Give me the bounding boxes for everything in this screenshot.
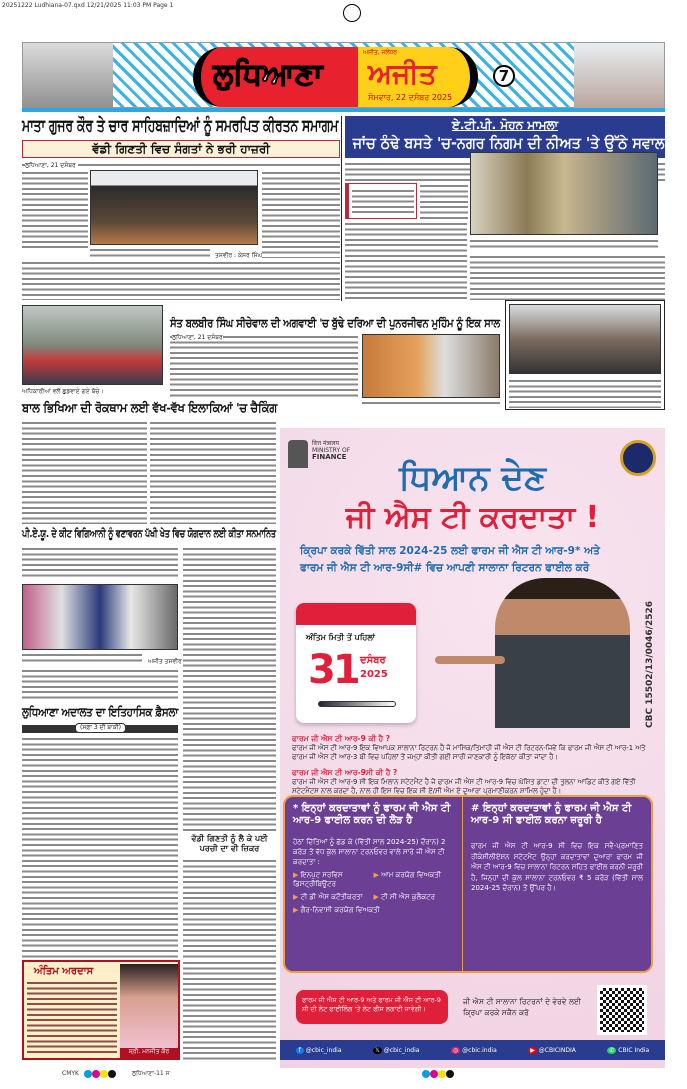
ad-title1: ਧਿਆਨ ਦੇਣ	[398, 458, 547, 498]
story2-kicker: ਏ.ਟੀ.ਪੀ. ਮੋਹਨ ਮਾਮਲਾ	[451, 118, 559, 132]
story5-headline: ਪੀ.ਏ.ਯੂ. ਦੇ ਕੀਟ ਵਿਗਿਆਨੀ ਨੂੰ ਵਣਾਵਰਨ ਪੱਖੀ ਖੇਤ ਵਿਚ ਯੋਗਦਾਨ ਲਈ ਕੀਤਾ ਸਨਮਾਨਿਤ	[22, 528, 276, 540]
calendar-graphic	[296, 603, 416, 723]
bullet-icon: ▶	[373, 871, 382, 879]
instagram-link[interactable]: ◎ @cbic.india	[452, 1046, 497, 1054]
faq-a1: ਫਾਰਮ ਜੀ ਐਸ ਟੀ ਆਰ-9 ਇਕ ਵਿਆਪਕ ਸਾਲਾਨਾ ਰਿਟਰਨ ਹੈ ਜੋ ਮਾਸਿਕ/ਤਿਮਾਹੀ ਜੀ ਐਸ ਟੀ ਰਿਟਰਨ-ਜਿਵੇਂ ਕਿ ਫਾਰਮ ਜੀ ਐਸ ਟੀ ਆਰ-1 ਅਤੇ ਫਾਰਮ ਜੀ ਐਸ ਟੀ ਆਰ-3 ਬੀ ਵਿਚ ਪਹਿਲਾਂ ਤੋਂ ਜਮ੍ਹਾਂ ਕੀਤੀ ਗਈ ਸਾਰੀ ਜਾਣਕਾਰੀ ਨੂੰ ਇਕੱਠਾ ਕੀਤਾ ਜਾਂਦਾ ਹੈ।	[292, 744, 646, 761]
seechewal-photo	[362, 334, 500, 398]
box1-item: ▶ ਗੈਰ-ਨਿਵਾਸੀ ਕਰਯੋਗ ਵਿਅਕਤੀ	[293, 906, 380, 914]
side-photo-box	[505, 300, 665, 410]
story3-dateline: ਲੁਧਿਆਣਾ, 21 ਦਸੰਬਰ	[172, 334, 223, 341]
scan-instruction: ਜੀ ਐਸ ਟੀ ਸਾਲਾਨਾ ਰਿਟਰਨਾਂ ਦੇ ਵੇਰਵੇ ਲਈ ਕ੍ਰਿਪਾ ਕਰਕੇ ਸਕੈਨ ਕਰੋ	[463, 997, 581, 1017]
gstr9-eligibility-box	[283, 795, 463, 973]
box1-item: ▶ ਟੀ ਸੀ ਐਸ ਕੁਲੈਕਟਰ	[373, 893, 435, 901]
calendar-day: 31	[308, 647, 358, 693]
masthead-brand: ਅਜੀਤ	[368, 57, 437, 90]
story2-headline: ਜਾਂਚ ਠੰਢੇ ਬਸਤੇ 'ਚ-ਨਗਰ ਨਿਗਮ ਦੀ ਨੀਅਤ 'ਤੇ ਉੱਠੇ ਸਵਾਲ	[352, 134, 665, 152]
bullet-icon: ▶	[293, 871, 301, 879]
whatsapp-link[interactable]: ✆ CBIC India	[609, 1046, 650, 1054]
story1-subhead: ਵੱਡੀ ਗਿਣਤੀ ਵਿਚ ਸੰਗਤਾਂ ਨੇ ਭਰੀ ਹਾਜ਼ਰੀ	[92, 142, 270, 156]
award-photo	[22, 584, 178, 650]
story5-photo-credit: ਅਜੀਤ ਤਸਵੀਰ	[148, 658, 182, 665]
shops-photo	[470, 152, 658, 235]
ministry-finance: FINANCE	[312, 453, 347, 461]
faq-q1: ਫਾਰਮ ਜੀ ਐਸ ਟੀ ਆਰ-9 ਕੀ ਹੈ ?	[292, 734, 391, 743]
obituary-name: ਸ਼੍ਰੀ. ਮਨਜੀਤ ਕੌਰ	[120, 1048, 178, 1058]
masthead-rule	[22, 108, 665, 112]
box1-title: * ਇਨ੍ਹਾਂ ਕਰਦਾਤਾਵਾਂ ਨੂੰ ਫਾਰਮ ਜੀ ਐਸ ਟੀ ਆਰ-9 ਫਾਈਲ ਕਰਨ ਦੀ ਲੋੜ ਹੈ	[293, 803, 451, 826]
print-slug: 20251222 Ludhiana-07.qxd 12/21/2025 11:03 PM Page 1	[2, 2, 174, 9]
story1-photo-credit: ਤਸਵੀਰ : ਕੇਸਰ ਸਿੰਘ	[215, 252, 263, 259]
facebook-link[interactable]: f @cbic_india	[296, 1047, 342, 1054]
statue-photo	[23, 43, 113, 109]
obituary-photo	[120, 964, 178, 1048]
story4-photo-caption: ਅਧਿਕਾਰੀਆਂ ਵਲੋਂ ਛੁਡਵਾਏ ਗਏ ਬੱਚੇ।	[22, 388, 104, 395]
children-photo	[22, 305, 163, 385]
bullet-icon: ▶	[293, 906, 301, 914]
bullet-icon: ▶	[293, 893, 301, 901]
social-bar	[280, 1040, 665, 1060]
masthead	[22, 42, 665, 108]
calendar-label: ਅੰਤਿਮ ਮਿਤੀ ਤੋਂ ਪਹਿਲਾਂ	[306, 633, 376, 642]
page-code: ਲੁਧਿਆਣਾ-11 ਸ	[132, 1070, 170, 1077]
calendar-month: ਦਸੰਬਰ	[360, 655, 386, 666]
youtube-icon: ▶	[530, 1046, 535, 1054]
masthead-tag: ਅਜੀਤ, ਜਲੰਧਰ	[363, 49, 398, 56]
story1-subhead-box	[22, 140, 340, 158]
color-bar	[22, 1070, 662, 1078]
masthead-city: ਲੁਧਿਆਣਾ	[213, 57, 323, 92]
gst-advertisement	[280, 428, 665, 1068]
faq-q2: ਫਾਰਮ ਜੀ ਐਸ ਟੀ ਆਰ-9ਸੀ ਕੀ ਹੈ ?	[292, 768, 398, 777]
story6-side-head: ਵੱਡੀ ਗਿਣਤੀ ਨੂੰ ਲੈ ਕੇ ਪਈ ਪਰਚੀ ਦਾ ਵੀ ਜ਼ਿਕਰ	[191, 834, 268, 853]
box2-title: # ਇਨ੍ਹਾਂ ਕਰਦਾਤਾਵਾਂ ਨੂੰ ਫਾਰਮ ਜੀ ਐਸ ਟੀ ਆਰ-9 ਸੀ ਫਾਈਲ ਕਰਨਾ ਜ਼ਰੂਰੀ ਹੈ	[471, 803, 632, 826]
box2-body: ਫਾਰਮ ਜੀ ਐਸ ਟੀ ਆਰ-9 ਸੀ ਵਿਚ ਇਕ ਸਵੈ-ਪ੍ਰਮਾਣਿਤ ਰੀਕੰਸੀਲੀਏਸ਼ਨ ਸਟੇਟਮੈਂਟ ਉਨ੍ਹਾਂ ਕਰਦਾਤਾਵਾਂ ਦੁਆਰਾ ਫਾਰਮ ਜੀ ਐਸ ਟੀ ਆਰ-9 ਵਿਚ ਸਾਲਾਨਾ ਰਿਟਰਨ ਸਹਿਤ ਫਾਈਲ ਕਰਨੀ ਜ਼ਰੂਰੀ ਹੈ, ਜਿਨ੍ਹਾਂ ਦੀ ਕੁੱਲ ਸਾਲਾਨਾ ਟਰਨਓਵਰ ₹ 5 ਕਰੋੜ (ਵਿੱਤੀ ਸਾਲ 2024-25 ਦੌਰਾਨ) ਤੋਂ ਉੱਪਰ ਹੈ।	[471, 842, 643, 892]
late-fee-notice: ਫਾਰਮ ਜੀ ਐਸ ਟੀ ਆਰ-9 ਅਤੇ ਫਾਰਮ ਜੀ ਐਸ ਟੀ ਆਰ-9 ਸੀ ਦੀ ਲੇਟ ਫਾਈਲਿੰਗ 'ਤੇ ਲੇਟ ਫੀਸ ਲਗਾਈ ਜਾਵੇਗੀ।	[296, 990, 448, 1024]
box1-body: ਹੇਠਾਂ ਦਿੱਤਿਆਂ ਨੂੰ ਛੱਡ ਕੇ (ਵਿੱਤੀ ਸਾਲ 2024-25) ਦੌਰਾਨ) 2 ਕਰੋੜ ਤੋਂ ਵੱਧ ਕੁੱਲ ਸਾਲਾਨਾ ਟਰਨਓਵਰ ਵਾਲੇ ਸਾਰੇ ਜੀ ਐਸ ਟੀ ਕਰਦਾਤਾ :	[293, 838, 446, 866]
kirtan-photo	[90, 170, 258, 245]
page-number: 7	[493, 65, 515, 87]
cbc-code: CBC 15502/13/0046/2526	[645, 601, 655, 728]
ad-sub2: ਫਾਰਮ ਜੀ ਐਸ ਟੀ ਆਰ-9ਸੀ# ਵਿਚ ਆਪਣੀ ਸਾਲਾਨਾ ਰਿਟਰਨ ਫਾਈਲ ਕਰੋ	[300, 562, 590, 574]
story1-dateline: ਲੁਧਿਆਣਾ, 21 ਦਸੰਬਰ	[25, 162, 76, 169]
calendar-year: 2025	[360, 669, 388, 680]
story6-continued: (ਸਫ਼ਾ 3 ਦੀ ਬਾਕੀ)	[75, 723, 126, 733]
ad-sub1: ਕ੍ਰਿਪਾ ਕਰਕੇ ਵਿੱਤੀ ਸਾਲ 2024-25 ਲਈ ਫਾਰਮ ਜੀ ਐਸ ਟੀ ਆਰ-9* ਅਤੇ	[300, 545, 600, 557]
ministry-hindi: वित्त मंत्रालय	[312, 440, 339, 447]
ad-title2: ਜੀ ਐਸ ਟੀ ਕਰਦਾਤਾ !	[345, 500, 600, 535]
businessman-photo	[495, 578, 630, 728]
registration-mark	[343, 4, 361, 22]
whatsapp-icon: ✆	[609, 1046, 615, 1054]
story3-headline: ਸੰਤ ਬਲਬੀਰ ਸਿੰਘ ਸੀਚੇਵਾਲ ਦੀ ਅਗਵਾਈ 'ਚ ਬੁੱਢੇ ਦਰਿਆ ਦੀ ਪੁਨਰਜੀਵਨ ਮੁਹਿੰਮ ਨੂੰ ਇਕ ਸਾਲ	[170, 316, 500, 330]
faq-a2: ਫਾਰਮ ਜੀ ਐਸ ਟੀ ਆਰ-9 ਸੀ ਇਕ ਮਿਲਾਨ ਸਟੇਟਮੈਂਟ ਹੈ ਜੋ ਫਾਰਮ ਜੀ ਐਸ ਟੀ ਆਰ-9 ਵਿਚ ਘੋਸ਼ਿਤ ਡਾਟਾ ਦੀ ਤੁਲਨਾ ਆਡਿਟ ਕੀਤੇ ਗਏ ਵਿੱਤੀ ਸਟੇਟਮੈਂਟਸ ਨਾਲ ਕਰਦਾ ਹੈ, ਨਾਲ ਹੀ ਇਸ ਵਿਚ ਇਕ ਸੀ ਏ/ਸੀ ਐਮ ਏ ਦੁਆਰਾ ਪ੍ਰਮਾਣੀਕਰਨ ਸ਼ਾਮਿਲ ਹੁੰਦਾ ਹੈ।	[292, 778, 636, 795]
facebook-icon: f	[296, 1047, 304, 1054]
story6-headline: ਲੁਧਿਆਣਾ ਅਦਾਲਤ ਦਾ ਇਤਿਹਾਸਿਕ ਫ਼ੈਸਲਾ	[22, 705, 179, 719]
obituary-box	[22, 960, 180, 1060]
story1-headline: ਮਾਤਾ ਗੁਜਰ ਕੌਰ ਤੇ ਚਾਰ ਸਾਹਿਬਜ਼ਾਦਿਆਂ ਨੂੰ ਸਮਰਪਿਤ ਕੀਰਤਨ ਸਮਾਗਮ	[22, 116, 339, 136]
masthead-date: ਸੋਮਵਾਰ, 22 ਦਸੰਬਰ 2025	[368, 93, 453, 102]
instagram-icon: ◎	[452, 1046, 459, 1054]
obituary-title: ਅੰਤਿਮ ਅਰਦਾਸ	[34, 966, 94, 977]
cmyk-label: CMYK	[62, 1070, 79, 1077]
box1-item: ▶ ਇਨਪੁਟ ਸਰਵਿਸ ਡਿਸਟ੍ਰੀਬਿਊਟਰ	[293, 871, 343, 888]
x-link[interactable]: 𝕏 @cbic_india	[375, 1046, 420, 1054]
box1-item: ▶ ਟੀ ਡੀ ਐਸ ਕਟੌਤੀਕਰਤਾ	[293, 893, 363, 901]
youtube-link[interactable]: ▶ @CBICINDIA	[530, 1046, 576, 1054]
bullet-icon: ▶	[373, 893, 382, 901]
box1-item: ▶ ਆਮ ਕਰਯੋਗ ਵਿਅਕਤੀ	[373, 871, 441, 879]
clocktower-photo	[574, 43, 664, 109]
story4-headline: ਬਾਲ ਭਿਖਿਆ ਦੀ ਰੋਕਥਾਮ ਲਈ ਵੱਖ-ਵੱਖ ਇਲਾਕਿਆਂ 'ਚ ਚੈਕਿੰਗ	[22, 400, 277, 415]
ministry-label: MINISTRY OF	[312, 447, 351, 454]
x-icon: 𝕏	[375, 1046, 380, 1054]
gstr9c-eligibility-box	[463, 795, 653, 973]
pull-quote	[345, 183, 417, 219]
qr-code[interactable]	[597, 985, 647, 1035]
